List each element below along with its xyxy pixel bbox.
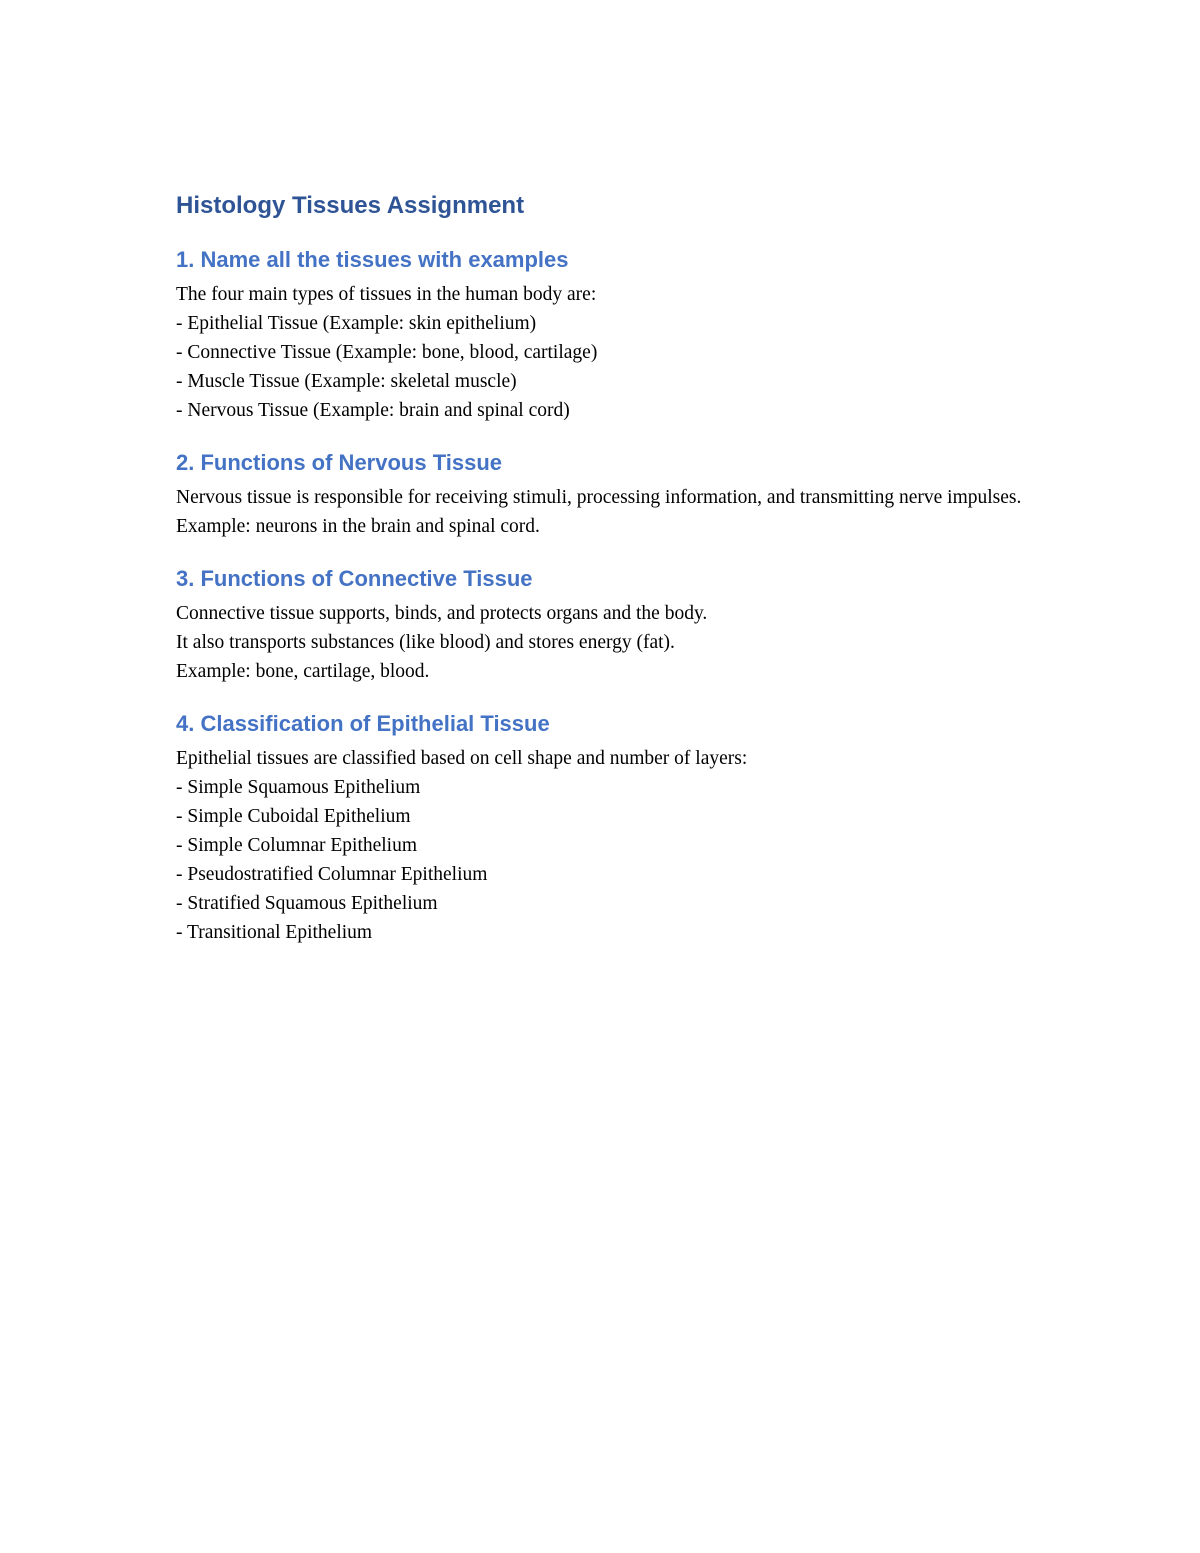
section-heading: 4. Classification of Epithelial Tissue xyxy=(176,711,550,736)
section-heading: 3. Functions of Connective Tissue xyxy=(176,566,533,591)
list-item: - Simple Squamous Epithelium xyxy=(176,777,421,798)
document-content xyxy=(176,190,1056,969)
section-heading: 1. Name all the tissues with examples xyxy=(176,247,569,272)
document-title: Histology Tissues Assignment xyxy=(176,192,525,219)
section-heading: 2. Functions of Nervous Tissue xyxy=(176,450,502,475)
section-connective-tissue xyxy=(176,563,1056,686)
body-line: It also transports substances (like blood) and stores energy (fat). xyxy=(176,632,675,653)
list-item: - Nervous Tissue (Example: brain and spinal cord) xyxy=(176,400,570,421)
list-item: - Stratified Squamous Epithelium xyxy=(176,893,438,914)
body-line: Epithelial tissues are classified based on cell shape and number of layers: xyxy=(176,748,748,769)
body-line: Example: neurons in the brain and spinal cord. xyxy=(176,516,540,537)
section-nervous-tissue xyxy=(176,447,1056,541)
body-line: The four main types of tissues in the human body are: xyxy=(176,284,597,305)
section-epithelial-classification xyxy=(176,708,1056,947)
list-item: - Transitional Epithelium xyxy=(176,922,373,943)
list-item: - Connective Tissue (Example: bone, blood, cartilage) xyxy=(176,342,598,363)
list-item: - Simple Columnar Epithelium xyxy=(176,835,418,856)
list-item: - Epithelial Tissue (Example: skin epithelium) xyxy=(176,313,537,334)
section-tissue-types xyxy=(176,244,1056,425)
list-item: - Simple Cuboidal Epithelium xyxy=(176,806,411,827)
body-line: Connective tissue supports, binds, and protects organs and the body. xyxy=(176,603,708,624)
list-item: - Muscle Tissue (Example: skeletal muscle) xyxy=(176,371,517,392)
list-item: - Pseudostratified Columnar Epithelium xyxy=(176,864,488,885)
body-line: Example: bone, cartilage, blood. xyxy=(176,661,430,682)
body-paragraph: Nervous tissue is responsible for receiving stimuli, processing information, and transmitting nerve impulses. xyxy=(176,487,1022,508)
